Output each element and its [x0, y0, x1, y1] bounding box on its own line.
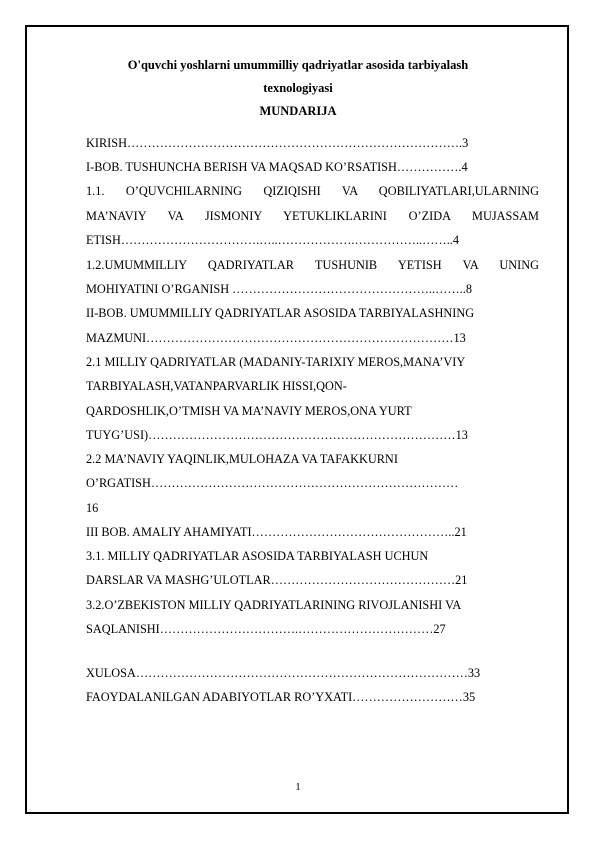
- page-number: 1: [295, 781, 301, 793]
- toc-entry-chapter-3: III BOB. AMALIY AHAMIYATI…………………………………………..21: [86, 525, 467, 539]
- toc-entry-chapter-2-page: MAZMUNI…………………………………………………………………13: [86, 331, 466, 345]
- toc-entry-3-1-page: DARSLAR VA MASHG’ULOTLAR………………………………………21: [86, 573, 468, 587]
- toc-entry-chapter-2: II-BOB. UMUMMILLIY QADRIYATLAR ASOSIDA TARBIYALASHNING: [86, 306, 475, 320]
- toc-entry-1-1-page: ETISH…………………………….…..……………….……………..……..4: [86, 233, 460, 247]
- toc-entry-2-1-page: TUYG’USI)…………………………………………………………………13: [86, 428, 468, 442]
- toc-entry-xulosa: XULOSA………………………………………………………………………33: [86, 666, 481, 680]
- toc-entry-1-1-cont: MA’NAVIY VA JISMONIY YETUKLIKLARINI O’ZIDA MUJASSAM: [86, 209, 539, 223]
- toc-entry-3-1: 3.1. MILLIY QADRIYATLAR ASOSIDA TARBIYALASH UCHUN: [86, 549, 429, 563]
- toc-entry-chapter-1: I-BOB. TUSHUNCHA BERISH VA MAQSAD KO’RSATISH…………….4: [86, 160, 468, 174]
- toc-entry-3-2-page: SAQLANISHI…………………………….……………………………27: [86, 622, 446, 636]
- toc-entry-3-2: 3.2.O’ZBEKISTON MILLIY QADRIYATLARINING RIVOJLANISHI VA: [86, 598, 462, 612]
- toc-entry-1-2: 1.2.UMUMMILLIY QADRIYATLAR TUSHUNIB YETISH VA UNING: [86, 258, 539, 272]
- document-title-line-1: O'quvchi yoshlarni umummilliy qadriyatlar asosida tarbiyalash: [127, 58, 469, 72]
- toc-entry-2-2: 2.2 MA’NAVIY YAQINLIK,MULOHAZA VA TAFAKKURNI: [86, 452, 398, 466]
- toc-entry-2-2-page: 16: [86, 501, 99, 515]
- toc-entry-1-1: 1.1. O’QUVCHILARNING QIZIQISHI VA QOBILIYATLARI,ULARNING: [86, 184, 539, 198]
- toc-entry-2-2-cont: O’RGATISH…………………………………………………………………: [86, 476, 459, 490]
- document-title-line-2: texnologiyasi: [263, 81, 333, 95]
- toc-entry-2-1-cont-b: QARDOSHLIK,O’TMISH VA MA’NAVIY MEROS,ONA YURT: [86, 404, 412, 418]
- toc-entry-2-1: 2.1 MILLIY QADRIYATLAR (MADANIY-TARIXIY MEROS,MANA’VIY: [86, 355, 466, 369]
- toc-entry-kirish: KIRISH……………………………………………………………………….3: [86, 136, 469, 150]
- toc-entry-2-1-cont-a: TARBIYALASH,VATANPARVARLIK HISSI,QON-: [86, 379, 347, 393]
- toc-entry-references: FAOYDALANILGAN ADABIYOTLAR RO’YXATI………………………35: [86, 690, 476, 704]
- contents-heading: MUNDARIJA: [259, 104, 337, 118]
- toc-entry-1-2-page: MOHIYATINI O’RGANISH …………………………………………..……..8: [86, 282, 472, 296]
